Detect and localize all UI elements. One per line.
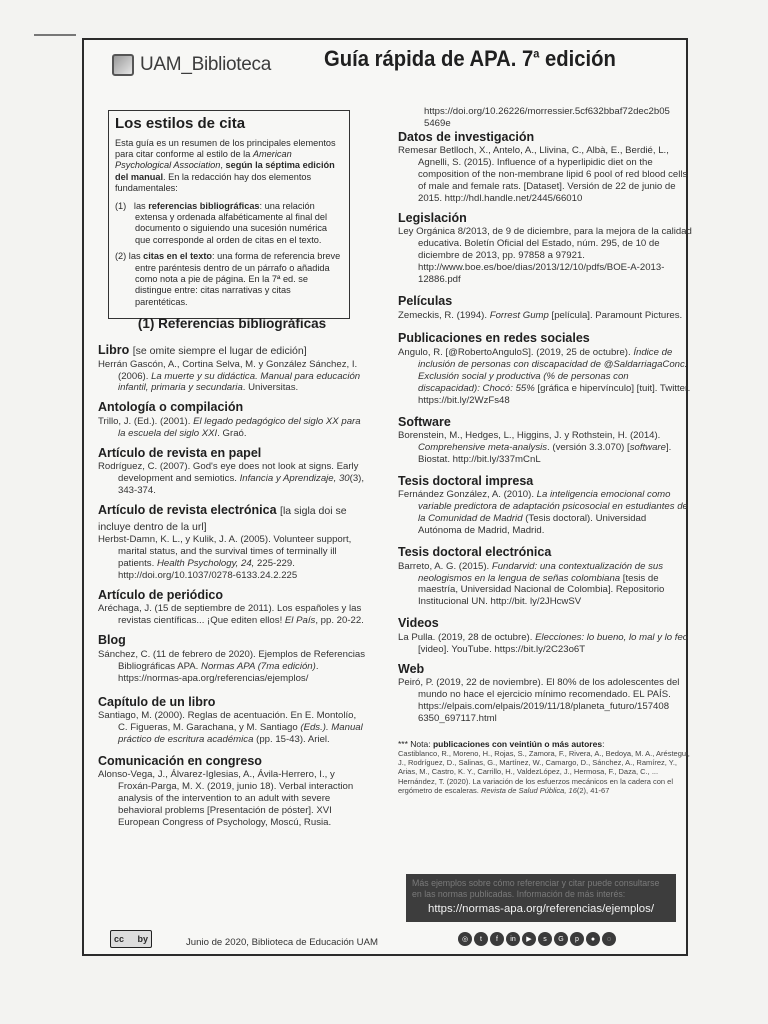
reference: Sánchez, C. (11 de febrero de 2020). Ejemplos de Referencias Bibliográficas APA. Normas APA (7ma edición). https://normas-apa.org/referencias/ejemplos/: [98, 648, 365, 684]
entry-tesis-electronica: [398, 545, 692, 608]
footer: [106, 930, 672, 952]
reference: Fernández González, A. (2010). La inteligencia emocional como variable predictora de adaptación psicosocial en estudiantes de la Comunidad de Madrid (Tesis doctoral). Universidad Autónoma de Madrid, Madrid.: [398, 489, 688, 537]
reference: Zemeckis, R. (1994). Forrest Gump [película]. Paramount Pictures.: [398, 309, 683, 321]
entry-title: Antología o compilación: [98, 400, 244, 415]
pinterest-icon[interactable]: p: [570, 932, 584, 946]
entry-title: Tesis doctoral electrónica: [398, 545, 552, 560]
entry-title: Web: [398, 661, 425, 676]
youtube-icon[interactable]: ▶: [522, 932, 536, 946]
library-logo: [112, 54, 271, 76]
guide-page: [82, 38, 692, 956]
facebook-icon[interactable]: f: [490, 932, 504, 946]
twitter-icon[interactable]: t: [474, 932, 488, 946]
entry-title: Libro [se omite siempre el lugar de edición]: [98, 343, 307, 358]
entry-redes-sociales: [398, 331, 692, 406]
list-item: (2) las citas en el texto: una forma de referencia breve entre paréntesis dentro de un párrafo o añadida como nota a pie de página. En la 7ª ed. se distingue entre: citas narrativas y citas parentéticas.: [115, 251, 341, 307]
flickr-icon[interactable]: ●: [586, 932, 600, 946]
entry-software: [398, 415, 692, 466]
entry-legislacion: [398, 211, 692, 286]
entry-title: Películas: [398, 293, 453, 308]
entry-videos: [398, 616, 692, 655]
entry-title: Publicaciones en redes sociales: [398, 331, 590, 346]
reference: Alonso-Vega, J., Álvarez-Iglesias, A., Ávila-Herrero, I., y Froxán-Parga, M. X. (2019, junio 18). Verbal interaction analysis of the intervention to an adult with severe behavioral problems [Presentación de póster]. XVI European Congress of Psychology, Moscú, Rusia.: [98, 769, 354, 829]
entry-title: Legislación: [398, 210, 467, 225]
social-icons: [458, 932, 616, 946]
slideshare-icon[interactable]: s: [538, 932, 552, 946]
reference: Herbst-Damn, K. L., y Kulik, J. A. (2005). Volunteer support, marital status, and the survival times of terminally ill patients. Health Psychology, 24, 225-229. http://doi.org/10.1037/0278-6133.24.2.225: [98, 534, 352, 581]
page-edge-mark: [34, 34, 76, 36]
intro-list: [115, 201, 343, 309]
reference: Angulo, R. [@RobertoAnguloS]. (2019, 25 de octubre). Índice de inclusión de personas con discapacidad de @SaldarriagaConc. Exclusión social y productiva (% de personas con discapacidad): Chocó: 55% [gráfica e hipervínculo] [tuit]. Twitter. https://bit.ly/2WzFs48: [398, 347, 691, 406]
entry-title: Artículo de revista en papel: [98, 445, 262, 460]
banner-text: Más ejemplos sobre cómo referenciar y citar puede consultarse en las normas publicadas. Información de más interés:: [412, 878, 660, 899]
reference: Rodríguez, C. (2007). God's eye does not look at signs. Early development and semiotics. Infancia y Aprendizaje, 30(3), 343-374.: [98, 461, 365, 497]
reference: Remesar Betlloch, X., Antelo, A., Llivina, C., Albà, E., Berdié, L., Agnelli, S. (2015). Influence of a hyperlipidic diet on the composition of the non-membrane lipid 6 pool of red blood cells of male and female rats. [Dataset]. Versión de 22 de junio de 2015. http://hdl.handle.net/2445/66010: [398, 145, 688, 204]
entry-libro: [98, 343, 366, 394]
note-heading: *** Nota: publicaciones con veintiún o más autores:: [398, 738, 605, 749]
creative-commons-icon: cc by: [110, 930, 152, 948]
entry-title: Capítulo de un libro: [98, 694, 216, 709]
intro-paragraph: Esta guía es un resumen de los principales elementos para citar conforme al estilo de la American Psychological Association, según la séptima edición del manual. En la redacción hay dos elementos fundamentales:: [115, 137, 336, 194]
entry-peliculas: [398, 294, 692, 322]
entry-revista-papel: [98, 446, 366, 497]
entry-title: Artículo de revista electrónica [la sigla doi se incluye dentro de la url]: [98, 503, 347, 533]
entry-tesis-impresa: [398, 474, 692, 537]
footer-text: Junio de 2020, Biblioteca de Educación UAM: [186, 937, 378, 948]
entry-revista-electronica: [98, 503, 366, 582]
entry-title: Blog: [98, 633, 126, 648]
authors-note: [398, 739, 692, 795]
entry-antologia: [98, 400, 366, 439]
reference: Peiró, P. (2019, 22 de noviembre). El 80% de los adolescentes del mundo no hace el ejercicio mínimo recomendado. EL PAÍS. https://elpais.com/elpais/2019/11/18/planeta_futuro/157408 6350_697117.html: [398, 677, 680, 724]
reference: Trillo, J. (Ed.). (2001). El legado pedagógico del siglo XX para la escuela del siglo XXI. Graó.: [98, 415, 361, 439]
more-examples-banner: [406, 874, 676, 922]
reference: Borenstein, M., Hedges, L., Higgins, J. y Rothstein, H. (2014). Comprehensive meta-analysis. (versión 3.3.070) [software]. Biostat. http://bit.ly/337mCnL: [398, 430, 672, 465]
linkedin-icon[interactable]: in: [506, 932, 520, 946]
right-column: [398, 106, 692, 795]
entry-congreso: [98, 754, 366, 829]
entry-blog: [98, 633, 366, 684]
entry-title: Comunicación en congreso: [98, 753, 262, 768]
note-body: Castiblanco, R., Moreno, H., Rojas, S., Zamora, F., Rivera, A., Bedoya, M. A., Aréstegui, J., Rodríguez, D., Salinas, G., Martínez, W., Camargo, D., Sánchez, A., Ramírez, Y., Arias, M., Castro, K. Y., Carrillo, H., ValdezLópez, J., Hermosa, F., Daza, C., ... Hernández, T. (2020). La variación de los esfuerzos mecánicos en la cadera con el ergómetro de escaleras. Revista de Salud Pública, 16(2), 41-67: [398, 749, 690, 795]
intro-box: [108, 110, 350, 319]
list-item: (1) las referencias bibliográficas: una relación extensa y ordenada alfabéticamente al final del documento o siguiendo una sucesión numérica que corresponde al orden de citas en el texto.: [115, 200, 328, 245]
entry-datos: [398, 130, 692, 205]
google-icon[interactable]: G: [554, 932, 568, 946]
entry-title: Tesis doctoral impresa: [398, 473, 534, 488]
entry-title: Software: [398, 414, 451, 429]
entry-title: Videos: [398, 616, 439, 631]
uam-logo-icon: [112, 54, 134, 76]
entry-title: Artículo de periódico: [98, 587, 224, 602]
instagram-icon[interactable]: ◎: [458, 932, 472, 946]
logo-text: UAM_Biblioteca: [140, 54, 271, 75]
reference: Herrán Gascón, A., Cortina Selva, M. y González Sánchez, I. (2006). La muerte y su didáctica. Manual para educación infantil, primaria y secundaria. Universitas.: [98, 358, 361, 394]
reference: Barreto, A. G. (2015). Fundarvid: una contextualización de sus neologismos en la lengua de señas colombiana [tesis de maestría, Universidad Nacional de Colombia]. Repositorio Institucional UN. http://bit. ly/2JHcwSV: [398, 560, 665, 608]
reference: Ley Orgánica 8/2013, de 9 de diciembre, para la mejora de la calidad educativa. Boletín Oficial del Estado, núm. 295, de 10 de diciembre de 2013, pp. 97858 a 97921. http://www.boe.es/boe/dias/2013/12/10/pdfs/BOE-A-2013-12886.pdf: [398, 226, 692, 286]
reference: Aréchaga, J. (15 de septiembre de 2011). Los españoles y las revistas científicas... ¡Que editen ellos! El País, pp. 20-22.: [98, 603, 364, 627]
entry-title: Datos de investigación: [398, 129, 535, 144]
entry-capitulo: [98, 695, 366, 746]
examples-link[interactable]: https://normas-apa.org/referencias/ejemplos/: [427, 903, 655, 916]
section-title: (1) Referencias bibliográficas: [137, 316, 327, 332]
rss-icon[interactable]: ◌: [602, 932, 616, 946]
reference-continuation: https://doi.org/10.26226/morressier.5cf632bbaf72dec2b05 5469e: [424, 106, 670, 129]
page-title: Guía rápida de APA. 7$^a$ edición: [324, 46, 616, 71]
left-column: [98, 110, 366, 835]
reference: La Pulla. (2019, 28 de octubre). Elecciones: lo bueno, lo mal y lo feo [video]. YouTube. https://bit.ly/2C23o6T: [398, 631, 689, 655]
entry-periodico: [98, 588, 366, 627]
entry-web: [398, 662, 692, 725]
reference: Santiago, M. (2000). Reglas de acentuación. En E. Montolío, C. Figueras, M. Garachana, y M. Santiago (Eds.). Manual práctico de escritura académica (pp. 15-43). Ariel.: [98, 710, 363, 745]
intro-title: Los estilos de cita: [115, 115, 246, 132]
header: [112, 46, 682, 84]
